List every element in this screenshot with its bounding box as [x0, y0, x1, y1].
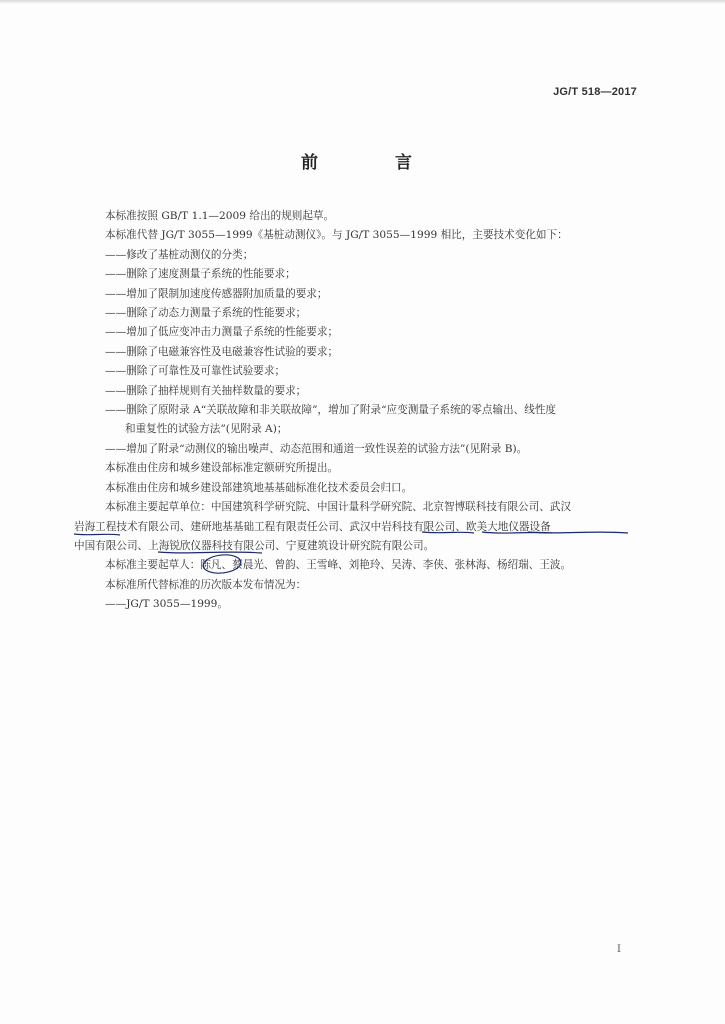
paragraph-history: 本标准所代替标准的历次版本发布情况为：: [105, 578, 307, 591]
page-number: I: [617, 944, 621, 955]
standard-code: JG/T 518—2017: [553, 86, 637, 98]
paragraph-drafting-rules: 本标准按照 GB/T 1.1—2009 给出的规则起草。: [105, 210, 335, 222]
list-item: ——修改了基桩动测仪的分类；: [105, 248, 254, 261]
preface-body: [74, 207, 648, 615]
scan-edge: [0, 0, 725, 4]
list-item-appendix-a: [74, 401, 648, 440]
list-item: ——删除了可靠性及可靠性试验要求；: [105, 365, 286, 378]
paragraph-drafting-units-cont: [74, 518, 648, 537]
drafting-units-line: 岩海工程技术有限公司、建研地基基础工程有限责任公司、武汉中岩科技有限公司、欧美大地仪器设备: [74, 520, 551, 533]
paragraph-proposed-by: 本标准由住房和城乡建设部标准定额研究所提出。: [105, 462, 339, 475]
list-item: ——删除了速度测量子系统的性能要求；: [105, 268, 296, 281]
paragraph-drafters: 本标准主要起草人：陈凡、蔡晨光、曾韵、王雪峰、刘艳玲、吴涛、李侠、张林海、杨绍瑞、王波。: [105, 559, 572, 572]
list-item-continuation: 和重复性的试验方法”(见附录 A)；: [125, 423, 288, 436]
page-title: 前 言: [301, 153, 442, 173]
list-item-line: ——删除了原附录 A“关联故障和非关联故障”，增加了附录“应变测量子系统的零点输出、线性度: [105, 404, 557, 417]
paragraph-drafting-units: [74, 498, 648, 517]
drafting-units-line: 本标准主要起草单位：中国建筑科学研究院、中国计量科学研究院、北京智博联科技有限公司、武汉: [105, 501, 572, 514]
list-item-appendix-b: ——增加了附录“动测仪的输出噪声、动态范围和通道一致性误差的试验方法”(见附录 B)。: [105, 442, 528, 455]
paragraph-administered-by: 本标准由住房和城乡建设部建筑地基基础标准化技术委员会归口。: [105, 481, 413, 494]
list-item: ——删除了抽样规则有关抽样数量的要求；: [105, 384, 307, 397]
paragraph-replaces: 本标准代替 JG/T 3055—1999《基桩动测仪》。与 JG/T 3055—1999 相比，主要技术变化如下：: [105, 229, 568, 242]
list-item: ——增加了低应变冲击力测量子系统的性能要求；: [105, 326, 339, 339]
paragraph-drafting-units-cont: [74, 537, 648, 556]
list-item: ——删除了动态力测量子系统的性能要求；: [105, 307, 307, 320]
list-item-previous-edition: ——JG/T 3055—1999。: [105, 598, 229, 611]
drafting-units-line: 中国有限公司、上海锐欣仪器科技有限公司、宁夏建筑设计研究院有限公司。: [74, 539, 435, 552]
list-item: ——删除了电磁兼容性及电磁兼容性试验的要求；: [105, 345, 339, 358]
list-item: ——增加了限制加速度传感器附加质量的要求；: [105, 287, 328, 300]
